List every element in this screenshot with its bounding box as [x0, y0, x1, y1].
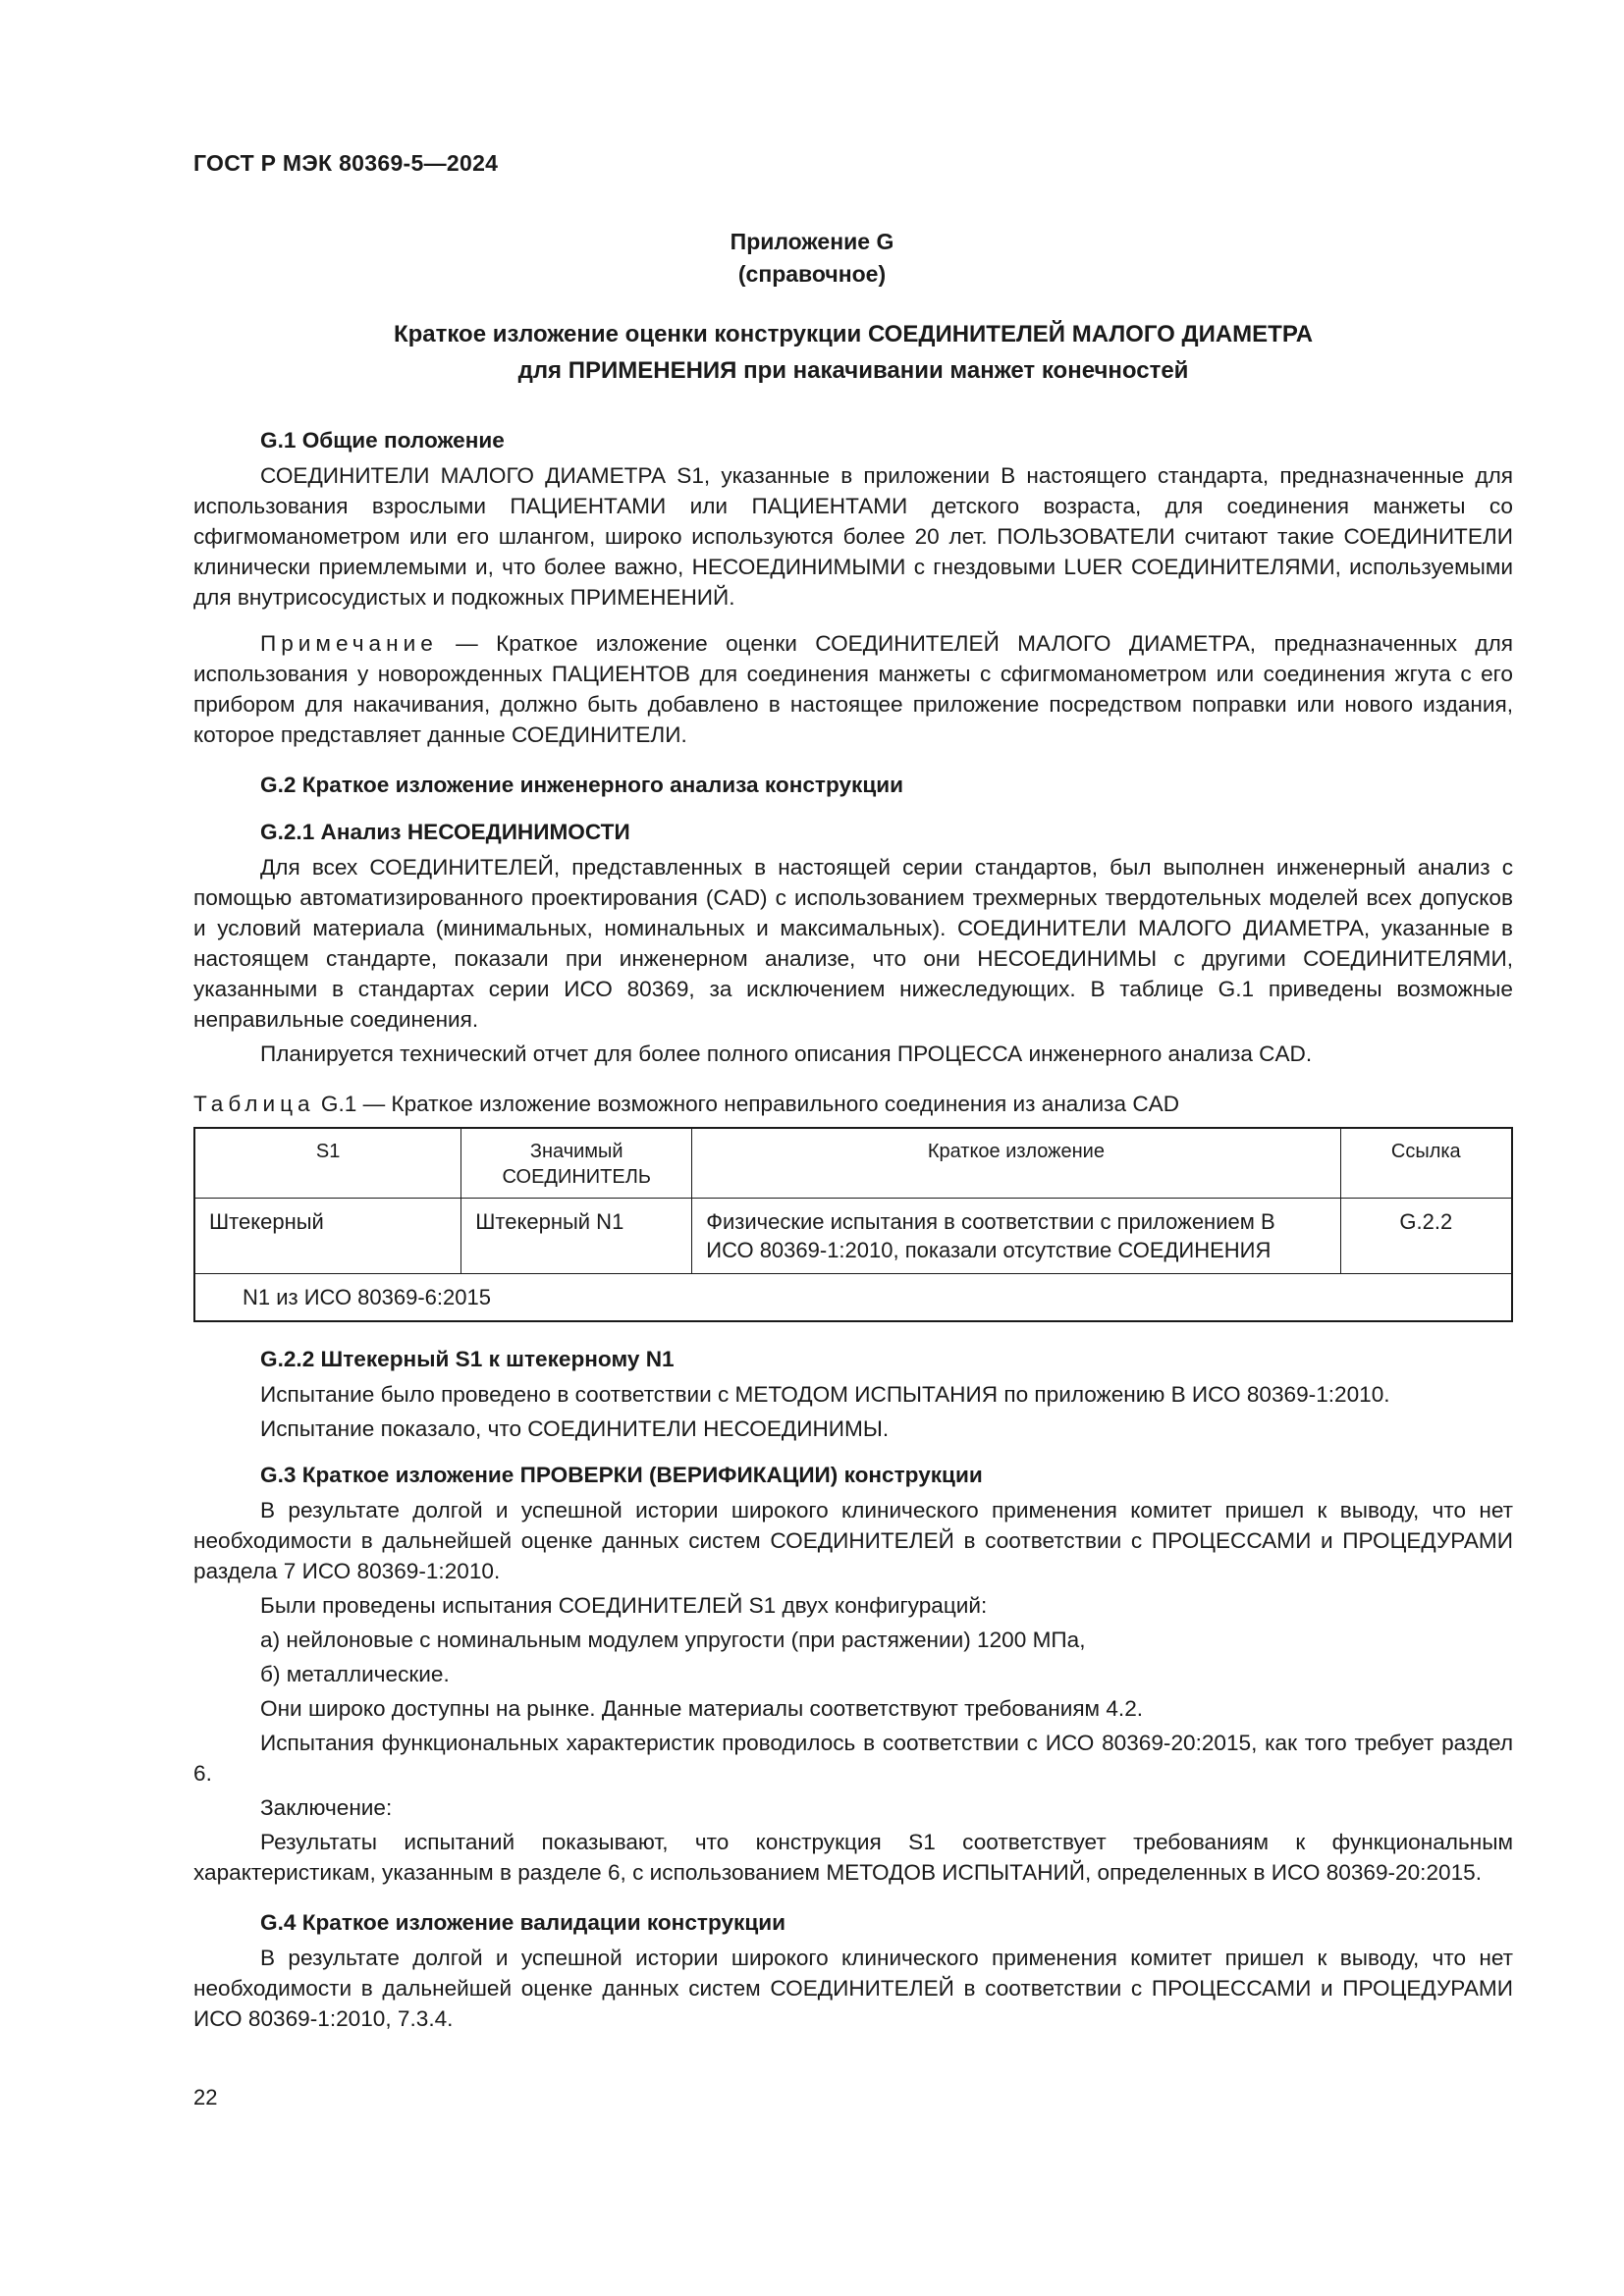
list-item-b: б) металлические. — [260, 1662, 450, 1686]
main-title-line-1: Краткое изложение оценки конструкции СОЕДИНИТЕЛЕЙ МАЛОГО ДИАМЕТРА — [393, 321, 1314, 347]
document-body — [193, 425, 1513, 2038]
section-g3-heading: G.3 Краткое изложение ПРОВЕРКИ (ВЕРИФИКАЦИИ) конструкции — [260, 1463, 983, 1487]
table-footnote-row — [194, 1274, 1512, 1322]
section-g21-heading: G.2.1 Анализ НЕСОЕДИНИМОСТИ — [260, 820, 630, 844]
table-row — [194, 1199, 1512, 1274]
section-g21-paragraph: Для всех СОЕДИНИТЕЛЕЙ, представленных в настоящей серии стандартов, был выполнен инженерный анализ с помощью автоматизированного проектирования (CAD) с использованием трехмерных твердотельных моделей всех допусков и условий материала (минимальных, номинальных и максимальных). СОЕДИНИТЕЛИ МАЛОГО ДИАМЕТРА, указанные в настоящем стандарте, показали при инженерном анализе, что они НЕСОЕДИНИМЫ с другими СОЕДИНИТЕЛЯМИ, указанными в стандартах серии ИСО 80369, за исключением нижеследующих. В таблице G.1 приведены возможные неправильные соединения. — [193, 855, 1513, 1032]
cell-connector: Штекерный N1 — [461, 1199, 692, 1274]
list-item-a: а) нейлоновые с номинальным модулем упругости (при растяжении) 1200 МПа, — [260, 1628, 1086, 1652]
note-label: Примечание — [260, 631, 438, 656]
section-g3-conclusion: Результаты испытаний показывают, что конструкция S1 соответствует требованиям к функциональным характеристикам, указанным в разделе 6, с использованием МЕТОДОВ ИСПЫТАНИЙ, определенных в ИСО 80369-20:2015. — [193, 1830, 1513, 1885]
section-g3-paragraph-2: Были проведены испытания СОЕДИНИТЕЛЕЙ S1 двух конфигураций: — [260, 1593, 988, 1618]
section-g4-heading: G.4 Краткое изложение валидации конструкции — [260, 1910, 786, 1935]
section-g22-heading: G.2.2 Штекерный S1 к штекерному N1 — [260, 1347, 675, 1371]
cell-reference: G.2.2 — [1340, 1199, 1512, 1274]
section-g3-conclusion-label: Заключение: — [260, 1795, 393, 1820]
document-header: ГОСТ Р МЭК 80369-5—2024 — [193, 150, 499, 176]
table-caption — [193, 1089, 1513, 1119]
table-caption-text: G.1 — Краткое изложение возможного неправильного соединения из анализа CAD — [314, 1092, 1180, 1116]
section-g1-note — [193, 628, 1513, 750]
appendix-heading — [0, 226, 1624, 291]
table-header-row — [194, 1128, 1512, 1199]
header-connector: Значимый СОЕДИНИТЕЛЬ — [461, 1128, 692, 1199]
cell-summary: Физические испытания в соответствии с приложением В ИСО 80369-1:2010, показали отсутствие СОЕДИНЕНИЯ — [692, 1199, 1340, 1274]
section-g3-paragraph-1: В результате долгой и успешной истории широкого клинического применения комитет пришел к выводу, что нет необходимости в дальнейшей оценке данных систем СОЕДИНИТЕЛЕЙ в соответствии с ПРОЦЕССАМИ и ПРОЦЕДУРАМИ раздела 7 ИСО 80369-1:2010. — [193, 1498, 1513, 1583]
header-s1: S1 — [194, 1128, 461, 1199]
misconnection-table — [193, 1127, 1513, 1322]
section-g4-paragraph: В результате долгой и успешной истории широкого клинического применения комитет пришел к выводу, что нет необходимости в дальнейшей оценке данных систем СОЕДИНИТЕЛЕЙ в соответствии с ПРОЦЕССАМИ и ПРОЦЕДУРАМИ ИСО 80369-1:2010, 7.3.4. — [193, 1946, 1513, 2031]
main-title-line-2: для ПРИМЕНЕНИЯ при накачивании манжет конечностей — [517, 357, 1189, 384]
table-caption-label: Таблица — [193, 1092, 315, 1116]
page-number: 22 — [193, 2085, 218, 2109]
section-g22-line-1: Испытание было проведено в соответствии с МЕТОДОМ ИСПЫТАНИЯ по приложению В ИСО 80369-1:2010. — [260, 1382, 1390, 1407]
section-g1-paragraph: СОЕДИНИТЕЛИ МАЛОГО ДИАМЕТРА S1, указанные в приложении В настоящего стандарта, предназначенные для использования взрослыми ПАЦИЕНТАМИ или ПАЦИЕНТАМИ детского возраста, для соединения манжеты со сфигмоманометром или его шлангом, широко используются более 20 лет. ПОЛЬЗОВАТЕЛИ считают такие СОЕДИНИТЕЛИ клинически приемлемыми и, что более важно, НЕСОЕДИНИМЫМИ с гнездовыми LUER СОЕДИНИТЕЛЯМИ, используемыми для внутрисосудистых и подкожных ПРИМЕНЕНИЙ. — [193, 463, 1513, 610]
header-summary: Краткое изложение — [692, 1128, 1340, 1199]
cell-s1: Штекерный — [194, 1199, 461, 1274]
section-g1-heading: G.1 Общие положение — [260, 428, 505, 453]
section-g22-line-2: Испытание показало, что СОЕДИНИТЕЛИ НЕСОЕДИНИМЫ. — [260, 1416, 890, 1441]
section-g3-paragraph-3: Они широко доступны на рынке. Данные материалы соответствуют требованиям 4.2. — [260, 1696, 1144, 1721]
appendix-subtitle: (справочное) — [737, 261, 887, 287]
main-title — [193, 316, 1513, 389]
appendix-title: Приложение G — [730, 229, 894, 254]
header-reference: Ссылка — [1340, 1128, 1512, 1199]
note-text: — Краткое изложение оценки СОЕДИНИТЕЛЕЙ МАЛОГО ДИАМЕТРА, предназначенных для использования у новорожденных ПАЦИЕНТОВ для соединения манжеты с сфигмоманометром или соединения жгута с его прибором для накачивания, должно быть добавлено в настоящее приложение посредством поправки или нового издания, которое представляет данные СОЕДИНИТЕЛИ. — [193, 631, 1513, 747]
section-g3-paragraph-4: Испытания функциональных характеристик проводилось в соответствии с ИСО 80369-20:2015, как того требует раздел 6. — [193, 1731, 1513, 1786]
section-g2-heading: G.2 Краткое изложение инженерного анализа конструкции — [260, 773, 904, 797]
table-footnote: N1 из ИСО 80369-6:2015 — [194, 1274, 1512, 1322]
section-g21-plan: Планируется технический отчет для более полного описания ПРОЦЕССА инженерного анализа CAD. — [260, 1041, 1313, 1066]
